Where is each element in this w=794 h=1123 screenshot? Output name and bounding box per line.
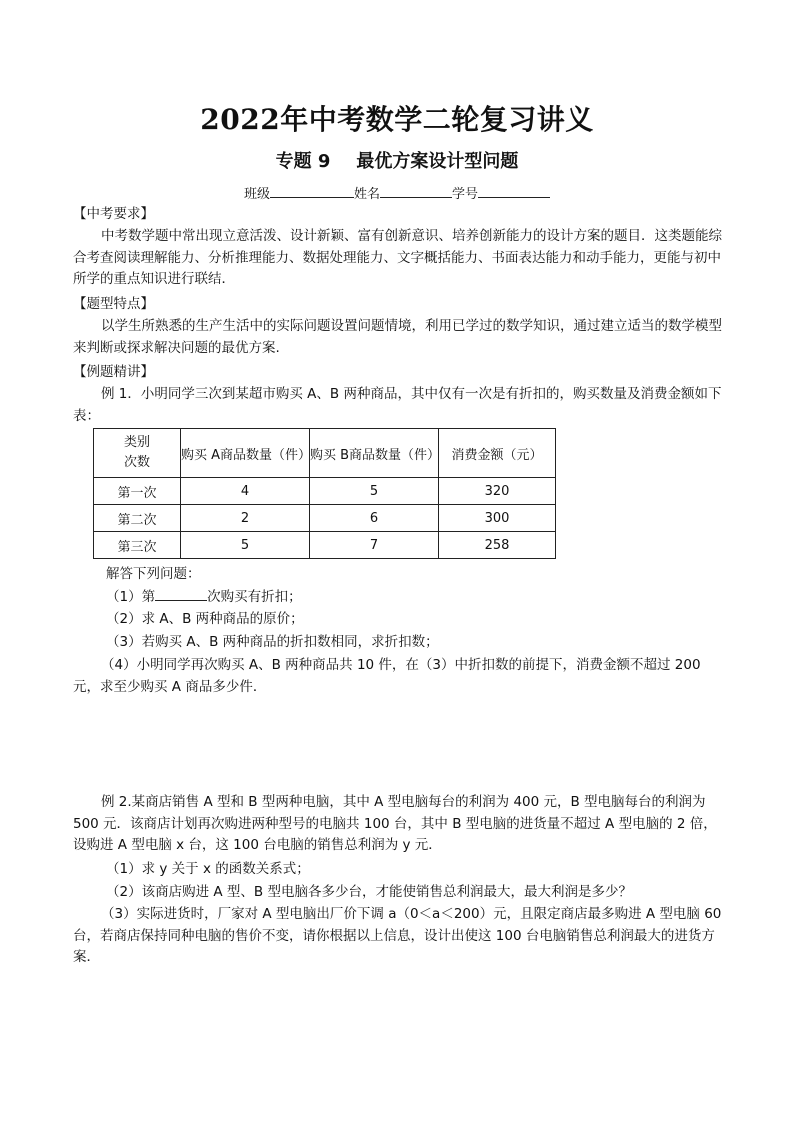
q1-prefix: （1）第 xyxy=(106,589,156,605)
table-cell: 4 xyxy=(181,478,310,505)
table-header-cell: 购买 A商品数量（件） xyxy=(181,429,310,478)
example1-question-3: （3）若购买 A、B 两种商品的折扣数相同，求折扣数； xyxy=(106,634,439,650)
table-cell: 320 xyxy=(439,478,556,505)
example2-intro: 例 2.某商店销售 A 型和 B 型两种电脑，其中 A 型电脑每台的利润为 400 元，B 型电脑每台的利润为 500 元．该商店计划再次购进两种型号的电脑共 100 台，其中 B 型电脑的进货量不超过 A 型电脑的 2 倍，设购进 A 型电脑 x 台，这 100 台电脑的销售总利润为 y 元． xyxy=(73,794,717,854)
table-cell: 5 xyxy=(181,532,310,559)
example2-question-3: （3）实际进货时，厂家对 A 型电脑出厂价下调 a（0＜a＜200）元，且限定商店最多购进 A 型电脑 60 台，若商店保持同种电脑的售价不变，请你根据以上信息，设计出使这 100 台电脑销售总利润最大的进货方案． xyxy=(73,906,722,966)
features-body: 以学生所熟悉的生产生活中的实际问题设置问题情境，利用已学过的数学知识，通过建立适当的数学模型来判断或探求解决问题的最优方案. xyxy=(73,318,722,356)
example1-question-1 xyxy=(106,587,736,609)
table-header-cell: 购买 B商品数量（件） xyxy=(310,429,439,478)
subtitle-topic-number: 专题 9 xyxy=(275,151,331,172)
examples-heading: 【例题精讲】 xyxy=(73,364,154,380)
name-label: 姓名 xyxy=(353,187,380,202)
example1-question-2: （2）求 A、B 两种商品的原价； xyxy=(106,611,304,627)
example2-question-2: （2）该商店购进 A 型、B 型电脑各多少台，才能使销售总利润最大，最大利润是多少？ xyxy=(106,884,632,900)
example2-question-1: （1）求 y 关于 x 的函数关系式； xyxy=(106,861,310,877)
table-row xyxy=(94,532,556,559)
example1-question-4: （4）小明同学再次购买 A、B 两种商品共 10 件，在（3）中折扣数的前提下，消费金额不超过 200 元，求至少购买 A 商品多少件． xyxy=(73,657,701,695)
table-header-row xyxy=(94,429,556,478)
table-cell: 2 xyxy=(181,505,310,532)
page-subtitle xyxy=(0,147,794,173)
table-cell: 258 xyxy=(439,532,556,559)
requirements-heading: 【中考要求】 xyxy=(73,206,154,222)
page-title: 2022年中考数学二轮复习讲义 xyxy=(200,103,594,136)
table-cell: 6 xyxy=(310,505,439,532)
id-blank[interactable] xyxy=(478,184,550,198)
table-cell: 300 xyxy=(439,505,556,532)
features-heading: 【题型特点】 xyxy=(73,296,154,312)
table-cell: 7 xyxy=(310,532,439,559)
corner-category-label: 类别 xyxy=(123,435,150,450)
class-blank[interactable] xyxy=(270,184,354,198)
example1-answer-intro: 解答下列问题： xyxy=(106,566,201,582)
table-row xyxy=(94,505,556,532)
table-header-cell: 消费金额（元） xyxy=(439,429,556,478)
table-cell: 第三次 xyxy=(94,532,181,559)
table-row xyxy=(94,478,556,505)
table-cell: 第二次 xyxy=(94,505,181,532)
table-cell: 第一次 xyxy=(94,478,181,505)
requirements-body: 中考数学题中常出现立意活泼、设计新颖、富有创新意识、培养创新能力的设计方案的题目．这类题能综合考查阅读理解能力、分析推理能力、数据处理能力、文字概括能力、书面表达能力和动手能力，更能与初中所学的重点知识进行联结． xyxy=(73,228,722,288)
student-info-line xyxy=(0,183,794,202)
id-label: 学号 xyxy=(452,187,479,202)
class-label: 班级 xyxy=(243,187,270,202)
q1-suffix: 次购买有折扣； xyxy=(207,589,302,605)
name-blank[interactable] xyxy=(380,184,452,198)
q1-answer-blank[interactable] xyxy=(155,587,207,601)
purchase-table xyxy=(93,428,556,559)
example1-intro: 例 1．小明同学三次到某超市购买 A、B 两种商品，其中仅有一次是有折扣的，购买数量及消费金额如下表： xyxy=(73,386,722,424)
corner-count-label: 次数 xyxy=(123,455,150,470)
subtitle-topic-name: 最优方案设计型问题 xyxy=(356,151,519,172)
table-corner-cell xyxy=(94,429,181,478)
table-cell: 5 xyxy=(310,478,439,505)
